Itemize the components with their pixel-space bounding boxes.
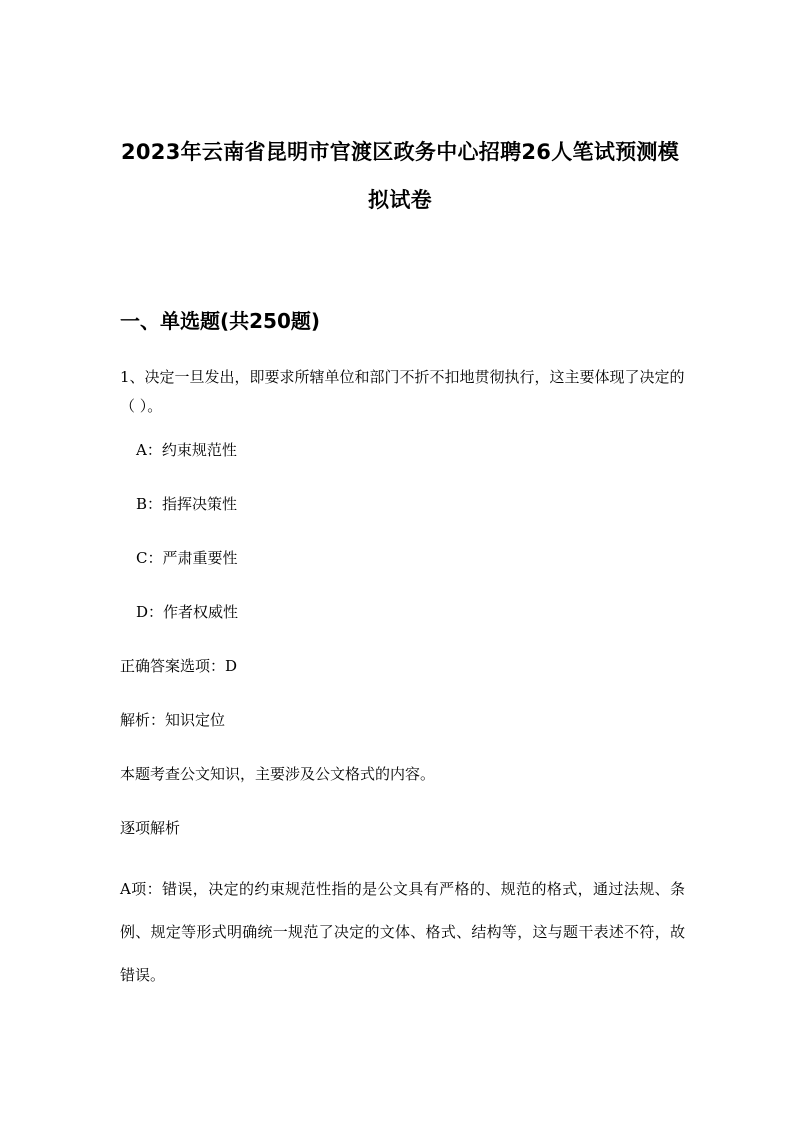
document-title — [110, 128, 690, 224]
option-c: C：严肃重要性 — [136, 549, 238, 567]
analysis-label: 解析：知识定位 — [120, 711, 226, 729]
correct-answer: 正确答案选项：D — [120, 657, 238, 675]
item-analysis-label: 逐项解析 — [120, 819, 181, 837]
analysis-body: 本题考查公文知识，主要涉及公文格式的内容。 — [120, 765, 436, 783]
item-a-analysis: A项：错误，决定的约束规范性指的是公文具有严格的、规范的格式，通过法规、条例、规定等形式明确统一规范了决定的文体、格式、结构等，这与题干表述不符，故错误。 — [120, 880, 685, 984]
document-title-line-2: 拟试卷 — [368, 188, 432, 212]
question-stem: 1、决定一旦发出，即要求所辖单位和部门不折不扣地贯彻执行，这主要体现了决定的（ ）。 — [120, 368, 685, 415]
option-d: D：作者权威性 — [136, 603, 239, 621]
section-heading: 一、单选题(共250题) — [120, 309, 321, 333]
option-a: A：约束规范性 — [136, 441, 237, 459]
option-b: B：指挥决策性 — [136, 495, 238, 513]
document-title-line-1: 2023年云南省昆明市官渡区政务中心招聘26人笔试预测模 — [120, 140, 680, 164]
